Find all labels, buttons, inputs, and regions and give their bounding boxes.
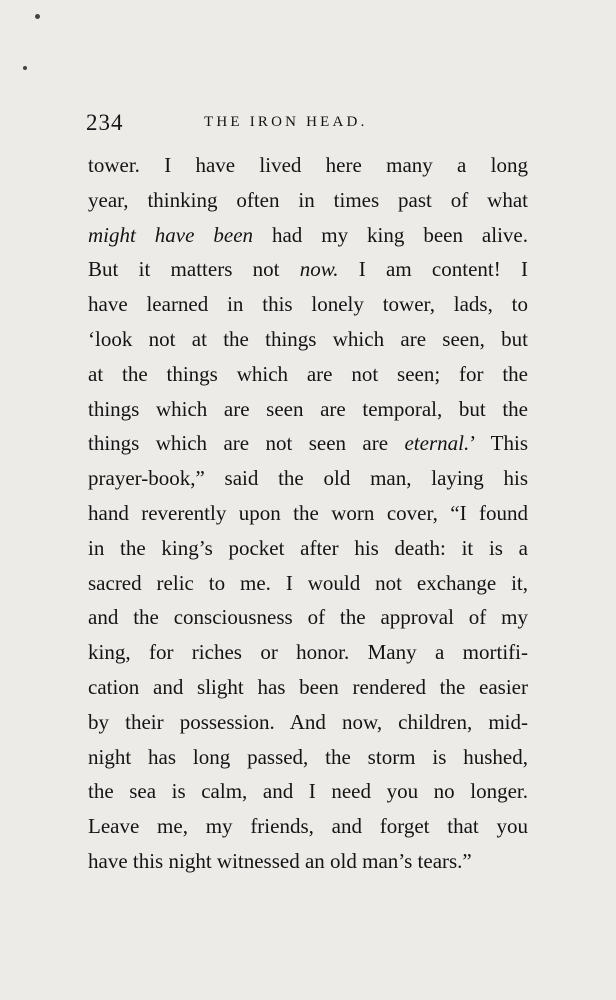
- paper-speck: [23, 66, 27, 70]
- text-line: [88, 740, 528, 775]
- text-line: [88, 461, 528, 496]
- text-segment: I am content! I: [338, 257, 528, 282]
- page-header: [86, 110, 526, 140]
- text-line: [88, 566, 528, 601]
- text-segment: Leave me, my friends, and forget that you: [88, 814, 528, 839]
- italic-text: might have been: [88, 222, 254, 247]
- text-line: [88, 183, 528, 218]
- text-segment: in the king’s pocket after his death: it is a: [88, 535, 528, 560]
- text-segment: tower. I have lived here many a long: [88, 153, 528, 177]
- text-segment: and the consciousness of the approval of my: [88, 605, 528, 630]
- text-segment: ‘look not at the things which are seen, but: [88, 326, 528, 351]
- text-segment: things which are seen are temporal, but the: [88, 396, 528, 421]
- paper-speck: [35, 14, 40, 19]
- text-line: [88, 426, 528, 461]
- text-line: [88, 287, 528, 322]
- text-segment: king, for riches or honor. Many a mortifi-: [88, 640, 528, 665]
- text-line: [88, 809, 528, 844]
- text-line: [88, 392, 528, 427]
- text-line: [88, 774, 528, 809]
- text-line: [88, 705, 528, 740]
- text-line: [88, 496, 528, 531]
- italic-text: eternal.: [404, 431, 470, 456]
- text-segment: the sea is calm, and I need you no longer.: [88, 779, 528, 804]
- text-segment: year, thinking often in times past of what: [88, 187, 528, 212]
- text-segment: have learned in this lonely tower, lads, to: [88, 292, 528, 317]
- text-line: [88, 600, 528, 635]
- italic-text: now.: [299, 257, 339, 282]
- running-title: THE IRON HEAD.: [204, 114, 368, 130]
- text-segment: hand reverently upon the worn cover, “I found: [88, 500, 528, 525]
- page-number: 234: [86, 110, 124, 135]
- text-line: [88, 252, 528, 287]
- text-segment: had my king been alive.: [253, 222, 528, 247]
- text-line: [88, 322, 528, 357]
- text-segment: cation and slight has been rendered the easier: [88, 674, 528, 699]
- text-segment: But it matters not: [88, 257, 300, 282]
- text-line: [88, 670, 528, 705]
- body-text: [88, 148, 528, 879]
- text-segment: sacred relic to me. I would not exchange it,: [88, 570, 528, 595]
- text-line: [88, 357, 528, 392]
- text-segment: ’ This: [469, 431, 528, 456]
- text-line: [88, 148, 528, 183]
- text-segment: prayer-book,” said the old man, laying his: [88, 466, 528, 491]
- text-line: [88, 844, 528, 879]
- text-segment: at the things which are not seen; for the: [88, 361, 528, 386]
- text-line: [88, 218, 528, 253]
- text-line: [88, 635, 528, 670]
- text-line: [88, 531, 528, 566]
- text-segment: things which are not seen are: [88, 431, 405, 456]
- text-segment: have this night witnessed an old man’s tears.”: [88, 848, 472, 873]
- text-segment: by their possession. And now, children, mid-: [88, 709, 528, 734]
- text-segment: night has long passed, the storm is hushed,: [88, 744, 528, 769]
